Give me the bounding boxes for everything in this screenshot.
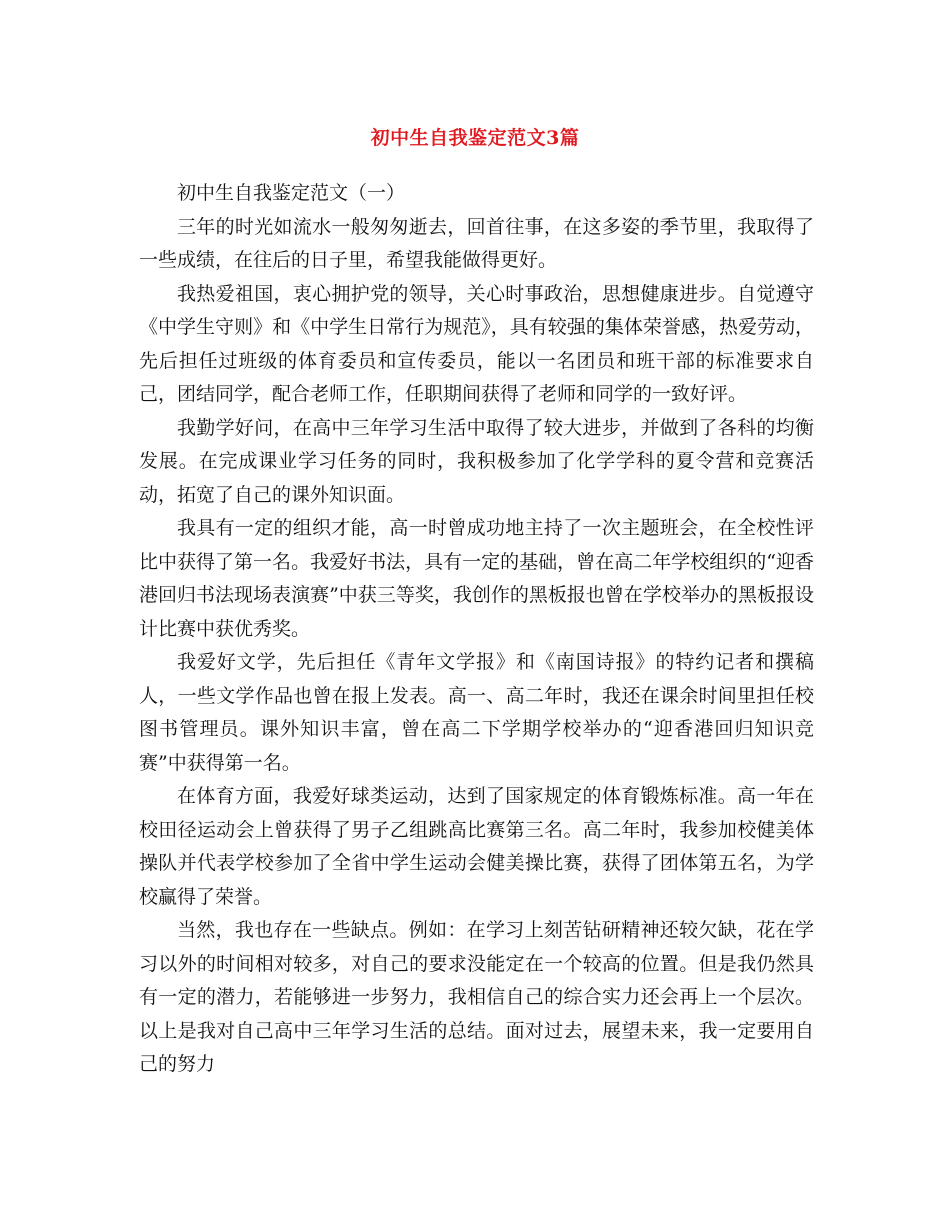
document-body bbox=[139, 177, 814, 1082]
paragraph-shortcomings: 当然，我也存在一些缺点。例如：在学习上刻苦钻研精神还较欠缺，花在学习以外的时间相对较多，对自己的要求没能定在一个较高的位置。但是我仍然具有一定的潜力，若能够进一步努力，我相信自己的综合实力还会再上一个层次。以上是我对自己高中三年学习生活的总结。面对过去，展望未来，我一定要用自己的努力 bbox=[139, 919, 814, 1075]
paragraph-organization: 我具有一定的组织才能，高一时曾成功地主持了一次主题班会，在全校性评比中获得了第一名。我爱好书法，具有一定的基础，曾在高二年学校组织的“迎香港回归书法现场表演赛”中获三等奖，我创作的黑板报也曾在学校举办的黑板报设计比赛中获优秀奖。 bbox=[139, 517, 814, 640]
document-title: 初中生自我鉴定范文3篇 bbox=[370, 127, 580, 149]
paragraph-intro: 三年的时光如流水一般匆匆逝去，回首往事，在这多姿的季节里，我取得了一些成绩，在往后的日子里，希望我能做得更好。 bbox=[139, 215, 814, 271]
paragraph-patriotism: 我热爱祖国，衷心拥护党的领导，关心时事政治，思想健康进步。自觉遵守《中学生守则》和《中学生日常行为规范》，具有较强的集体荣誉感，热爱劳动，先后担任过班级的体育委员和宣传委员，能以一名团员和班干部的标准要求自己，团结同学，配合老师工作，任职期间获得了老师和同学的一致好评。 bbox=[139, 282, 814, 405]
section-heading: 初中生自我鉴定范文（一） bbox=[177, 182, 406, 204]
paragraph-study: 我勤学好问，在高中三年学习生活中取得了较大进步，并做到了各科的均衡发展。在完成课业学习任务的同时，我积极参加了化学学科的夏令营和竞赛活动，拓宽了自己的课外知识面。 bbox=[139, 416, 814, 506]
paragraph-sports: 在体育方面，我爱好球类运动，达到了国家规定的体育锻炼标准。高一年在校田径运动会上曾获得了男子乙组跳高比赛第三名。高二年时，我参加校健美体操队并代表学校参加了全省中学生运动会健美操比赛，获得了团体第五名，为学校赢得了荣誉。 bbox=[139, 785, 814, 908]
paragraph-literature: 我爱好文学，先后担任《青年文学报》和《南国诗报》的特约记者和撰稿人，一些文学作品也曾在报上发表。高一、高二年时，我还在课余时间里担任校图书管理员。课外知识丰富，曾在高二下学期学校举办的“迎香港回归知识竞赛”中获得第一名。 bbox=[139, 651, 814, 774]
